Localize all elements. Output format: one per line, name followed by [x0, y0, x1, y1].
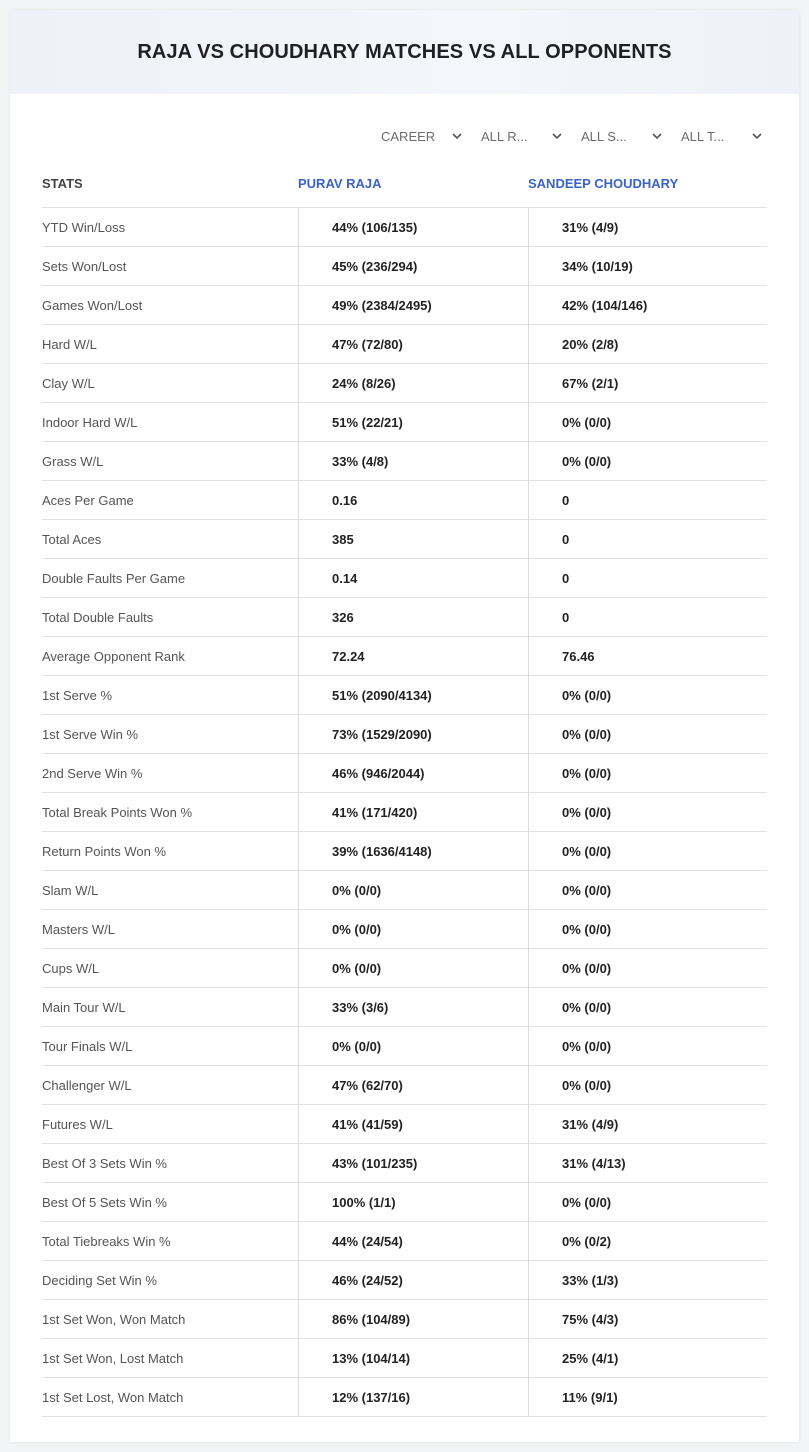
player2-value: 42% (104/146) [528, 286, 767, 324]
stat-label: Aces Per Game [42, 492, 134, 508]
player2-value: 31% (4/9) [528, 1105, 767, 1143]
player1-value: 33% (4/8) [298, 442, 528, 480]
player2-value: 76.46 [528, 637, 767, 675]
player1-value: 13% (104/14) [298, 1339, 528, 1377]
player1-value: 0% (0/0) [298, 910, 528, 948]
stat-label: Cups W/L [42, 960, 100, 976]
player2-value: 20% (2/8) [528, 325, 767, 363]
player1-value: 385 [298, 520, 528, 558]
stat-label: Total Aces [42, 531, 102, 547]
table-row [42, 1144, 767, 1183]
filter-surfaces-select[interactable] [567, 127, 667, 145]
player1-value: 0% (0/0) [298, 871, 528, 909]
table-header [42, 160, 767, 208]
table-row [42, 1027, 767, 1066]
chevron-down-icon [451, 130, 463, 142]
stat-label: Challenger W/L [42, 1077, 132, 1093]
player1-value: 46% (24/52) [298, 1261, 528, 1299]
filter-tournaments-select[interactable] [667, 127, 767, 145]
table-row [42, 1378, 767, 1417]
stat-label: Double Faults Per Game [42, 570, 186, 586]
filter-label: ALL T... [681, 128, 725, 144]
table-row [42, 1261, 767, 1300]
player2-value: 0% (0/0) [528, 1183, 767, 1221]
table-body [42, 208, 767, 1417]
page-header [10, 10, 799, 94]
player2-value: 0 [528, 559, 767, 597]
table-row [42, 403, 767, 442]
player2-value: 11% (9/1) [528, 1378, 767, 1416]
page-title: RAJA VS CHOUDHARY MATCHES VS ALL OPPONENTS [137, 40, 672, 63]
table-row [42, 793, 767, 832]
header-player2-link[interactable]: SANDEEP CHOUDHARY [528, 176, 679, 191]
chevron-down-icon [651, 130, 663, 142]
table-row [42, 832, 767, 871]
player1-value: 51% (22/21) [298, 403, 528, 441]
player2-value: 0% (0/0) [528, 715, 767, 753]
stat-label: Return Points Won % [42, 843, 167, 859]
stat-label: Indoor Hard W/L [42, 414, 138, 430]
stat-label: Hard W/L [42, 336, 97, 352]
table-row [42, 988, 767, 1027]
player2-value: 0% (0/0) [528, 871, 767, 909]
player2-value: 25% (4/1) [528, 1339, 767, 1377]
table-row [42, 1300, 767, 1339]
stats-card [10, 10, 799, 1442]
stat-label: 2nd Serve Win % [42, 765, 143, 781]
filter-label: ALL R... [481, 128, 528, 144]
player2-value: 31% (4/9) [528, 208, 767, 246]
player2-value: 31% (4/13) [528, 1144, 767, 1182]
player2-value: 67% (2/1) [528, 364, 767, 402]
player1-value: 0% (0/0) [298, 949, 528, 987]
player1-value: 45% (236/294) [298, 247, 528, 285]
stat-label: Slam W/L [42, 882, 99, 898]
stat-label: 1st Set Won, Won Match [42, 1311, 186, 1327]
stat-label: Games Won/Lost [42, 297, 143, 313]
stat-label: Futures W/L [42, 1116, 113, 1132]
table-row [42, 910, 767, 949]
table-row [42, 1339, 767, 1378]
player1-value: 49% (2384/2495) [298, 286, 528, 324]
table-row [42, 442, 767, 481]
stat-label: Main Tour W/L [42, 999, 126, 1015]
player1-value: 46% (946/2044) [298, 754, 528, 792]
table-row [42, 286, 767, 325]
player2-value: 0% (0/2) [528, 1222, 767, 1260]
player1-value: 72.24 [298, 637, 528, 675]
player1-value: 44% (106/135) [298, 208, 528, 246]
player1-value: 12% (137/16) [298, 1378, 528, 1416]
table-row [42, 949, 767, 988]
chevron-down-icon [751, 130, 763, 142]
stat-label: 1st Set Won, Lost Match [42, 1350, 184, 1366]
player1-value: 73% (1529/2090) [298, 715, 528, 753]
player2-value: 0% (0/0) [528, 1027, 767, 1065]
stat-label: YTD Win/Loss [42, 219, 126, 235]
player2-value: 0% (0/0) [528, 910, 767, 948]
table-row [42, 247, 767, 286]
player1-value: 47% (72/80) [298, 325, 528, 363]
header-stats: STATS [42, 176, 83, 191]
table-row [42, 559, 767, 598]
player2-value: 0% (0/0) [528, 403, 767, 441]
table-row [42, 208, 767, 247]
player1-value: 39% (1636/4148) [298, 832, 528, 870]
player1-value: 0.16 [298, 481, 528, 519]
stat-label: 1st Serve Win % [42, 726, 139, 742]
stat-label: Total Break Points Won % [42, 804, 193, 820]
player1-value: 100% (1/1) [298, 1183, 528, 1221]
table-row [42, 481, 767, 520]
table-row [42, 1105, 767, 1144]
table-row [42, 598, 767, 637]
stats-table [42, 160, 767, 1417]
player2-value: 0% (0/0) [528, 988, 767, 1026]
player2-value: 34% (10/19) [528, 247, 767, 285]
player1-value: 326 [298, 598, 528, 636]
table-row [42, 754, 767, 793]
table-row [42, 676, 767, 715]
player1-value: 43% (101/235) [298, 1144, 528, 1182]
filter-bar [367, 127, 767, 145]
table-row [42, 1066, 767, 1105]
player2-value: 33% (1/3) [528, 1261, 767, 1299]
chevron-down-icon [551, 130, 563, 142]
stat-label: Total Tiebreaks Win % [42, 1233, 171, 1249]
stat-label: Masters W/L [42, 921, 115, 937]
player1-value: 24% (8/26) [298, 364, 528, 402]
filter-rounds-select[interactable] [467, 127, 567, 145]
player1-value: 33% (3/6) [298, 988, 528, 1026]
filter-label: ALL S... [581, 128, 627, 144]
stat-label: 1st Serve % [42, 687, 113, 703]
stat-label: Best Of 3 Sets Win % [42, 1155, 167, 1171]
stat-label: Best Of 5 Sets Win % [42, 1194, 167, 1210]
table-row [42, 1222, 767, 1261]
player1-value: 0.14 [298, 559, 528, 597]
player2-value: 0% (0/0) [528, 754, 767, 792]
player2-value: 0% (0/0) [528, 442, 767, 480]
stat-label: Average Opponent Rank [42, 648, 185, 664]
player2-value: 0% (0/0) [528, 832, 767, 870]
player1-value: 0% (0/0) [298, 1027, 528, 1065]
stat-label: Tour Finals W/L [42, 1038, 133, 1054]
player2-value: 0 [528, 481, 767, 519]
stat-label: Sets Won/Lost [42, 258, 127, 274]
stat-label: Grass W/L [42, 453, 104, 469]
table-row [42, 325, 767, 364]
player2-value: 0% (0/0) [528, 793, 767, 831]
player2-value: 0% (0/0) [528, 949, 767, 987]
table-row [42, 364, 767, 403]
player2-value: 0% (0/0) [528, 1066, 767, 1104]
player2-value: 0% (0/0) [528, 676, 767, 714]
filter-career-select[interactable] [367, 127, 467, 145]
header-player1-link[interactable]: PURAV RAJA [298, 176, 382, 191]
player1-value: 41% (41/59) [298, 1105, 528, 1143]
player1-value: 86% (104/89) [298, 1300, 528, 1338]
player1-value: 41% (171/420) [298, 793, 528, 831]
table-row [42, 715, 767, 754]
stat-label: 1st Set Lost, Won Match [42, 1389, 184, 1405]
player1-value: 44% (24/54) [298, 1222, 528, 1260]
player2-value: 75% (4/3) [528, 1300, 767, 1338]
player2-value: 0 [528, 520, 767, 558]
player1-value: 47% (62/70) [298, 1066, 528, 1104]
filter-label: CAREER [381, 128, 436, 144]
table-row [42, 637, 767, 676]
table-row [42, 520, 767, 559]
stat-label: Total Double Faults [42, 609, 154, 625]
stat-label: Deciding Set Win % [42, 1272, 157, 1288]
player2-value: 0 [528, 598, 767, 636]
stat-label: Clay W/L [42, 375, 95, 391]
player1-value: 51% (2090/4134) [298, 676, 528, 714]
table-row [42, 1183, 767, 1222]
table-row [42, 871, 767, 910]
